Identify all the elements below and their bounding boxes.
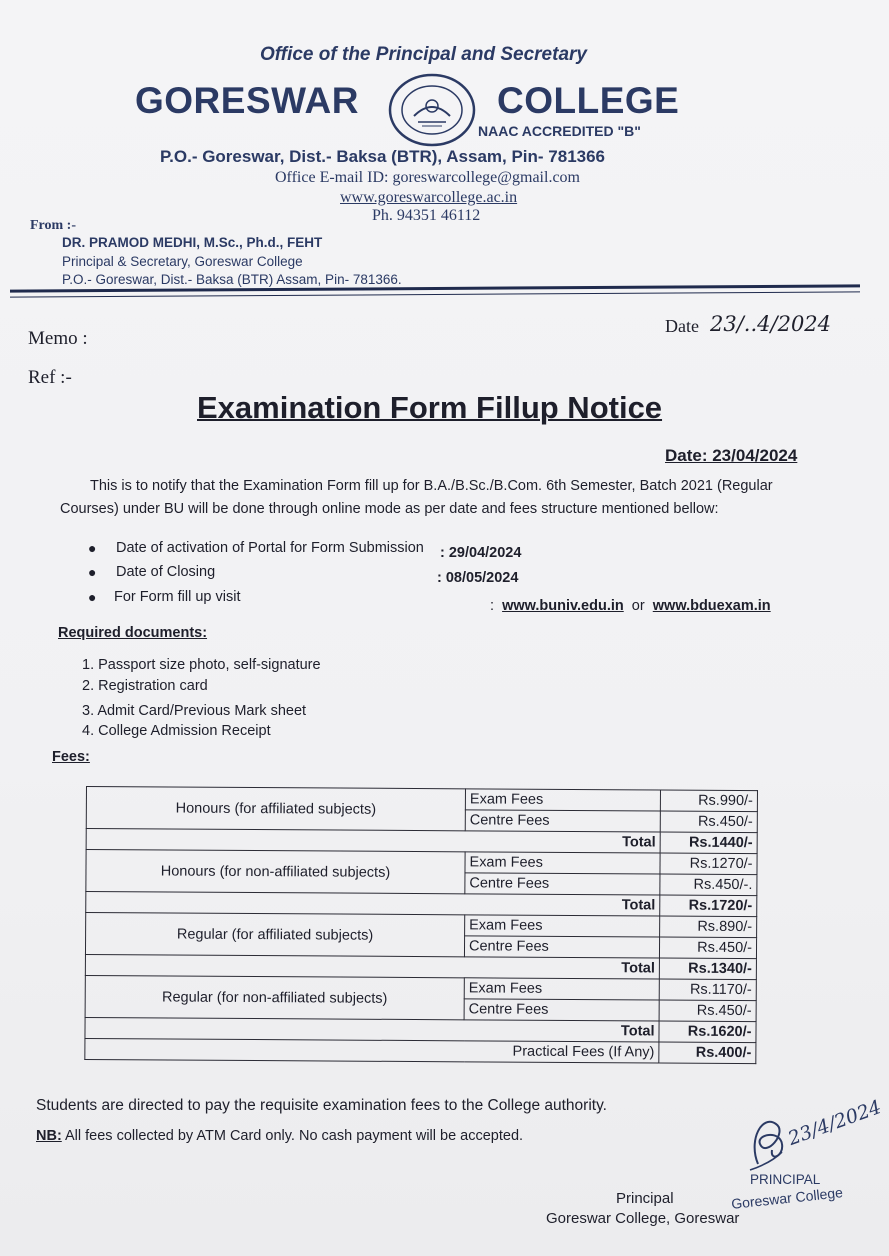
bullet-icon: ●	[88, 564, 97, 580]
practical-fees-label: Practical Fees (If Any)	[85, 1038, 659, 1063]
total-label: Total	[86, 892, 660, 917]
notice-date: Date: 23/04/2024	[665, 446, 798, 465]
nb-label: NB:	[36, 1128, 62, 1144]
table-row	[85, 975, 756, 1000]
bullet-visit-links	[490, 598, 771, 614]
from-name-text: DR. PRAMOD MEDHI, M.Sc., Ph.d., FEHT	[62, 235, 323, 250]
required-item: 4. College Admission Receipt	[82, 723, 271, 739]
bullet-activation-value: : 29/04/2024	[440, 545, 522, 561]
centre-fees-label: Centre Fees	[464, 999, 659, 1021]
exam-fees-amount: Rs.1170/-	[659, 979, 756, 1001]
stamp-college: Goreswar College	[730, 1184, 844, 1212]
bullet-icon: ●	[88, 540, 97, 556]
college-emblem-logo	[388, 72, 476, 148]
header-divider-thin	[10, 291, 860, 297]
office-email: Office E-mail ID: goreswarcollege@gmail.com	[275, 169, 580, 186]
centre-fees-amount: Rs.450/-	[659, 937, 756, 959]
exam-fees-label: Exam Fees	[465, 789, 660, 811]
signatory-title: Principal	[616, 1190, 674, 1207]
stamp-principal: PRINCIPAL	[750, 1172, 821, 1187]
centre-fees-label: Centre Fees	[465, 810, 660, 832]
naac-accreditation: NAAC ACCREDITED "B"	[478, 123, 641, 139]
total-label: Total	[85, 1017, 659, 1042]
centre-fees-label: Centre Fees	[465, 873, 660, 895]
bullet-closing-label: Date of Closing	[116, 564, 216, 580]
table-row	[86, 850, 757, 875]
exam-fees-amount: Rs.990/-	[660, 790, 757, 812]
fee-group-label: Honours (for affiliated subjects)	[86, 787, 465, 831]
notice-intro: This is to notify that the Examination Form fill up for B.A./B.Sc./B.Com. 6th Semester, Batch 2021 (Regular Courses) under BU will be done through online mode as per date and fees structure mentioned bellow:	[60, 478, 773, 517]
signature-date: 23/4/2024	[785, 1096, 885, 1150]
bduexam-link[interactable]: www.bduexam.in	[652, 598, 771, 614]
fee-group-label: Honours (for non-affiliated subjects)	[86, 850, 465, 894]
date-handwritten: 23/..4/2024	[710, 312, 832, 336]
exam-fees-label: Exam Fees	[465, 915, 660, 937]
or-text: or	[631, 598, 645, 614]
from-address: P.O.- Goreswar, Dist.- Baksa (BTR) Assam, Pin- 781366.	[62, 272, 402, 287]
bullet-visit-colon: :	[490, 598, 495, 614]
nb-text: All fees collected by ATM Card only. No cash payment will be accepted.	[61, 1128, 524, 1144]
centre-fees-label: Centre Fees	[464, 936, 659, 958]
total-amount: Rs.1340/-	[659, 958, 756, 980]
required-item: 3. Admit Card/Previous Mark sheet	[82, 703, 307, 719]
from-designation: Principal & Secretary, Goreswar College	[62, 254, 303, 269]
exam-fees-label: Exam Fees	[464, 978, 659, 1000]
required-item: 2. Registration card	[82, 678, 208, 694]
practical-fees-amount: Rs.400/-	[659, 1042, 756, 1064]
buniv-link[interactable]: www.buniv.edu.in	[502, 598, 624, 614]
college-website: www.goreswarcollege.ac.in	[340, 189, 518, 206]
college-address: P.O.- Goreswar, Dist.- Baksa (BTR), Assam, Pin- 781366	[160, 147, 606, 166]
from-name	[62, 235, 322, 250]
fees-heading: Fees:	[52, 749, 90, 765]
bullet-closing-value: : 08/05/2024	[437, 570, 519, 586]
nb-note	[36, 1128, 523, 1144]
notice-title: Examination Form Fillup Notice	[197, 390, 663, 425]
table-row	[85, 1038, 756, 1063]
total-label: Total	[85, 954, 659, 979]
required-item: 1. Passport size photo, self-signature	[82, 657, 321, 673]
college-name-right: COLLEGE	[497, 80, 680, 121]
table-row	[86, 913, 757, 938]
total-amount: Rs.1620/-	[659, 1021, 756, 1043]
centre-fees-amount: Rs.450/-.	[660, 874, 757, 896]
date-label: Date	[665, 316, 699, 336]
signatory-org: Goreswar College, Goreswar	[546, 1210, 740, 1227]
centre-fees-amount: Rs.450/-	[659, 1000, 756, 1022]
office-heading: Office of the Principal and Secretary	[260, 44, 587, 65]
exam-fees-label: Exam Fees	[465, 852, 660, 874]
total-label: Total	[86, 829, 660, 854]
bullet-icon: ●	[88, 589, 97, 605]
exam-fees-amount: Rs.890/-	[660, 916, 757, 938]
from-label: From :-	[30, 218, 76, 233]
bullet-visit-label: For Form fill up visit	[114, 589, 241, 605]
bullet-activation-label: Date of activation of Portal for Form Submission	[116, 540, 424, 556]
required-documents-heading: Required documents:	[58, 625, 208, 641]
total-amount: Rs.1440/-	[660, 832, 757, 854]
memo-label: Memo :	[28, 328, 88, 349]
table-row	[86, 787, 757, 812]
fees-table	[84, 786, 758, 1064]
college-phone: Ph. 94351 46112	[372, 207, 481, 224]
fee-group-label: Regular (for affiliated subjects)	[85, 913, 464, 957]
total-amount: Rs.1720/-	[660, 895, 757, 917]
payment-note: Students are directed to pay the requisite examination fees to the College authority.	[36, 1097, 607, 1114]
exam-fees-amount: Rs.1270/-	[660, 853, 757, 875]
centre-fees-amount: Rs.450/-	[660, 811, 757, 833]
fee-group-label: Regular (for non-affiliated subjects)	[85, 975, 464, 1019]
ref-label: Ref :-	[28, 367, 72, 388]
college-name-left: GORESWAR	[135, 80, 359, 121]
